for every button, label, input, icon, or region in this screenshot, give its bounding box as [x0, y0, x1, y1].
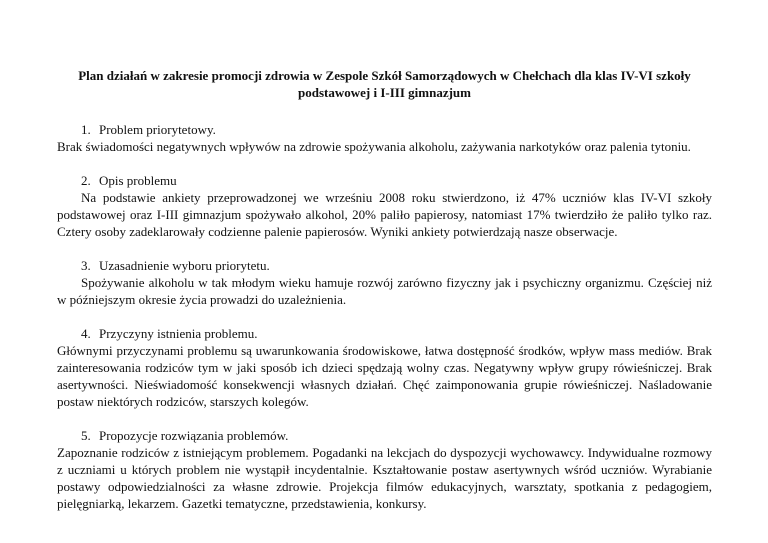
section-number: 5. [81, 428, 91, 443]
section-paragraph: Brak świadomości negatywnych wpływów na zdrowie spożywania alkoholu, zażywania narkotyków oraz palenia tytoniu. [57, 139, 691, 154]
section-number: 3. [81, 258, 91, 273]
section-heading [57, 172, 712, 189]
section-problem-priorytetowy [57, 121, 712, 155]
section-paragraph: Spożywanie alkoholu w tak młodym wieku hamuje rozwój zarówno fizyczny jak i psychiczny organizmu. Częściej niż w późniejszym okresie życia prowadzi do uzależnienia. [57, 275, 712, 307]
section-heading [57, 121, 712, 138]
section-przyczyny [57, 325, 712, 410]
section-uzasadnienie [57, 257, 712, 308]
section-number: 1. [81, 122, 91, 137]
section-number: 2. [81, 173, 91, 188]
section-heading-text: Propozycje rozwiązania problemów. [99, 428, 289, 443]
section-paragraph: Głównymi przyczynami problemu są uwarunkowania środowiskowe, łatwa dostępność środków, wpływ mass mediów. Brak zainteresowania rodziców tym w jaki sposób ich dzieci spędzają wolny czas. Negatywny wpływ grupy rówieśniczej. Brak asertywności. Nieświadomość konsekwencji własnych działań. Chęć zaimponowania grupie rówieśniczej. Naśladowanie postaw niektórych rodziców, starszych kolegów. [57, 343, 712, 409]
section-heading [57, 325, 712, 342]
section-heading-text: Uzasadnienie wyboru priorytetu. [99, 258, 270, 273]
section-heading [57, 427, 712, 444]
section-opis-problemu [57, 172, 712, 240]
document-title: Plan działań w zakresie promocji zdrowia w Zespole Szkół Samorządowych w Chełchach dla klas IV-VI szkoły podstawowej i I-III gimnazjum [78, 68, 691, 100]
section-heading-text: Przyczyny istnienia problemu. [99, 326, 258, 341]
section-heading-text: Problem priorytetowy. [99, 122, 216, 137]
section-heading [57, 257, 712, 274]
section-heading-text: Opis problemu [99, 173, 177, 188]
section-propozycje [57, 427, 712, 512]
section-paragraph: Zapoznanie rodziców z istniejącym problemem. Pogadanki na lekcjach do dyspozycji wychowawcy. Indywidualne rozmowy z uczniami u których problem nie wystąpił incydentalnie. Kształtowanie postaw asertywnych wśród uczniów. Wyrabianie postawy odpowiedzialności za własne zdrowie. Projekcja filmów edukacyjnych, warsztaty, spotkania z pedagogiem, pielęgniarką, lekarzem. Gazetki tematyczne, przedstawienia, konkursy. [57, 445, 712, 511]
section-paragraph: Na podstawie ankiety przeprowadzonej we wrześniu 2008 roku stwierdzono, iż 47% uczniów klas IV-VI szkoły podstawowej oraz I-III gimnazjum spożywało alkohol, 20% paliło papierosy, natomiast 17% twierdziło że paliło tylko raz. Cztery osoby zadeklarowały codzienne palenie papierosów. Wyniki ankiety potwierdzają nasze obserwacje. [57, 190, 712, 239]
section-number: 4. [81, 326, 91, 341]
